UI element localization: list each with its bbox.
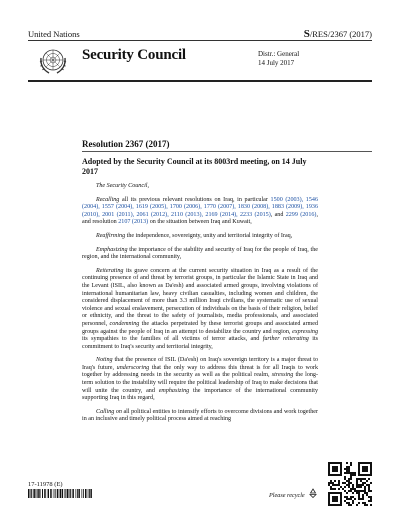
paragraph-text: , and (270, 211, 286, 218)
paragraph-text: the independence, sovereignty, unity and territorial integrity of Iraq, (125, 232, 293, 239)
paragraph-lead: expressing (292, 328, 318, 335)
paragraph-text: that the presence of ISIL (Da'esh) on Iraq's sovereign territory is a major threat to Iraq's future, (82, 357, 318, 371)
document-date: 14 July 2017 (258, 59, 295, 67)
resolution-links[interactable]: 1500 (2003), 1546 (2004), 1557 (2004), 1619 (2005), 1700 (2006), 1770 (2007), 1830 (2008), 1883 (2009), 1936 (2010), 2001 (2011), 2061 (2012), 2110 (2013), 2169 (2014), 2233 (2015) (82, 196, 318, 218)
document-number: 17-11978 (E) (28, 481, 63, 488)
paragraph-lead: Reiterating (96, 267, 124, 274)
paragraph-lead: stressing (271, 372, 294, 379)
paragraph-lead: further reiterating (262, 336, 309, 343)
resolution-body (82, 183, 318, 430)
symbol-prefix: S (303, 28, 310, 40)
adoption-statement: Adopted by the Security Council at its 8003rd meeting, on 14 July 2017 (82, 157, 307, 176)
document-symbol (304, 28, 372, 40)
paragraph-text: the long-term solution to the instability will require the political leadership of Iraq to make decisions that will unite the country, and (82, 372, 318, 394)
paragraph-lead: Recalling (96, 196, 120, 203)
recycle-icon (308, 488, 318, 498)
paragraph-emphasizing (82, 247, 318, 262)
paragraph-text: , and resolution (82, 211, 318, 226)
organization-name: United Nations (28, 29, 80, 39)
paragraph-calling (82, 409, 318, 424)
paragraph-text: on the situation between Iraq and Kuwait, (148, 219, 252, 226)
paragraph-lead: Noting (96, 357, 113, 364)
paragraph-text: the attacks perpetrated by these terrorist groups and associated armed groups against the people of Iraq in an attempt to destabilize the country and region, (82, 320, 318, 335)
paragraph-lead: Calling on (96, 408, 122, 415)
paragraph-text: the importance of the stability and security of Iraq for the people of Iraq, the region, and the international community, (82, 246, 318, 261)
paragraph-noting (82, 357, 318, 403)
paragraph-reaffirming (82, 233, 318, 241)
distribution-label: Distr.: General (258, 50, 300, 58)
un-emblem-icon (38, 46, 68, 76)
paragraph-text: its commitment to Iraq's security and territorial integrity, (82, 336, 319, 350)
resolution-link[interactable]: 2107 (2013) (118, 219, 149, 226)
paragraph-text: its sympathies to the families of all victims of terror attacks, and (82, 336, 263, 343)
paragraph-recalling (82, 197, 318, 227)
paragraph-text: the importance of the international community supporting Iraq in this regard, (82, 387, 318, 402)
paragraph-lead: Emphasizing (96, 246, 128, 253)
header-divider (28, 40, 372, 41)
distribution-info (258, 50, 299, 68)
resolution-link[interactable]: 2299 (2016) (285, 211, 317, 218)
qr-code-icon (328, 462, 372, 506)
resolution-title: Resolution 2367 (2017) (82, 139, 170, 149)
council-name: Security Council (82, 47, 186, 63)
symbol-rest: /RES/2367 (2017) (309, 29, 372, 39)
paragraph-lead: condemning (109, 320, 140, 327)
paragraph-lead: Reaffirming (96, 232, 126, 239)
paragraph-text: that the only way to address this threat is for all Iraqis to work together by addressing needs in the security as well as the political realm, (82, 364, 318, 379)
paragraph-reiterating (82, 268, 318, 352)
title-divider (28, 80, 372, 82)
barcode-icon (28, 489, 94, 498)
recycle-label: Please recycle (269, 492, 305, 499)
paragraph-lead: emphasizing (158, 387, 190, 394)
paragraph-text: all its previous relevant resolutions on Iraq, in particular (119, 196, 271, 203)
paragraph-text: its grave concern at the current security situation in Iraq as a result of the continuing presence of and threat by terrorist groups, in particular the Islamic State in Iraq and the Levant (ISIL, also known as Da'esh) and associated armed groups, involving violations of international humanitarian law, heavy civilian casualties, including women and children, the considered displacement of more than 3.3 million Iraqi civilians, the systematic use of sexual violence and sexual enslavement, persecution of individuals on the basis of their religion, belief or ethnicity, and the threat to the safety of journalists, media professionals, and associated personnel, (82, 267, 318, 327)
paragraph-text: all political entities to intensify efforts to overcome divisions and work together in an inclusive and timely political process aimed at reaching (82, 408, 318, 423)
paragraph-lead: underscoring (116, 364, 150, 371)
opening-line: The Security Council, (96, 183, 149, 189)
resolution-divider (82, 151, 372, 152)
